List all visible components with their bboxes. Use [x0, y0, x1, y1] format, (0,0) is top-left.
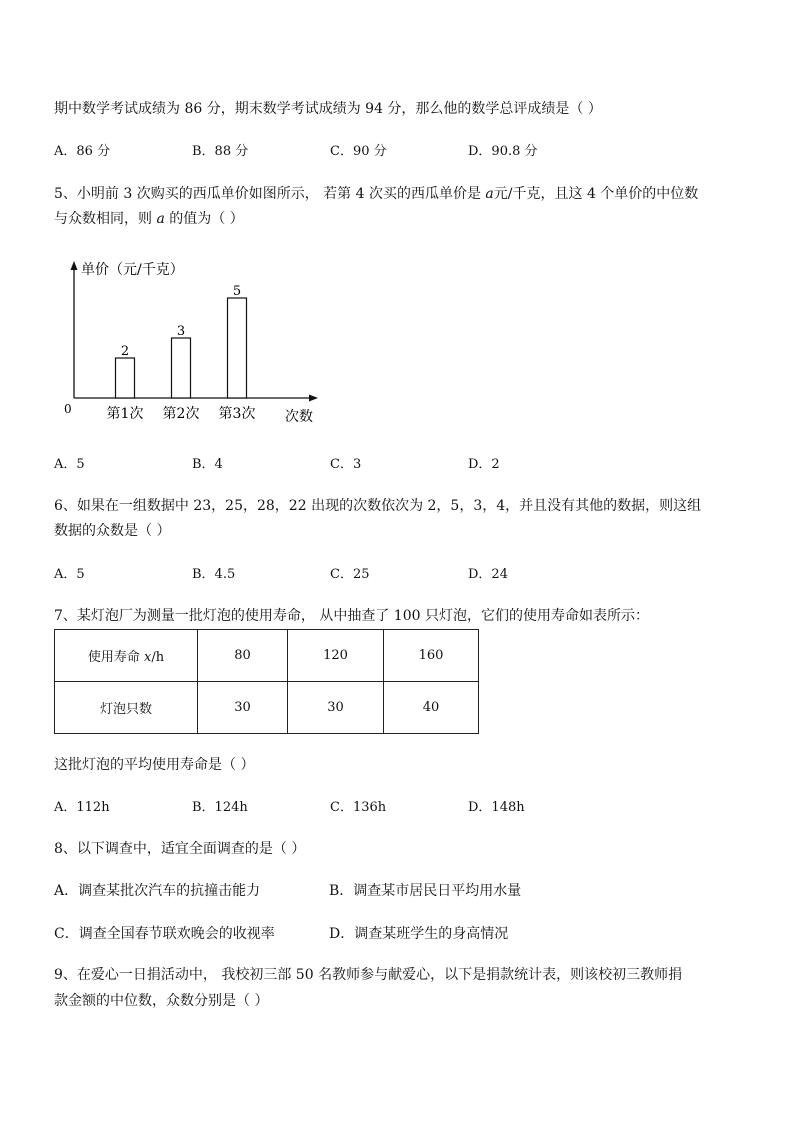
q9-stem-line2: 款金额的中位数，众数分别是（ ）: [54, 993, 269, 1009]
q4-option-c: C．90 分: [330, 144, 387, 159]
q8-option-d: D．调查某班学生的身高情况: [329, 926, 509, 942]
q6-option-a: A．5: [54, 567, 85, 582]
q7-question: 这批灯泡的平均使用寿命是（ ）: [54, 757, 255, 773]
q7-option-b: B．124h: [192, 800, 248, 815]
q8-stem: 8、以下调查中，适宜全面调查的是（ ）: [54, 841, 306, 857]
table-cell: 40: [384, 682, 479, 734]
q8-option-c: C．调查全国春节联欢晚会的收视率: [54, 926, 275, 942]
q9-stem-line1: 9、在爱心一日捐活动中， 我校初三部 50 名教师参与献爱心，以下是捐款统计表，则该校初三教师捐: [54, 967, 683, 983]
q7-stem: 7、某灯泡厂为测量一批灯泡的使用寿命， 从中抽查了 100 只灯泡，它们的使用寿命如表所示：: [54, 608, 649, 624]
q6-option-c: C．25: [330, 567, 370, 582]
q5-option-d: D．2: [468, 457, 500, 472]
row1-label-variable: x: [144, 650, 152, 665]
q8-option-a: A．调查某批次汽车的抗撞击能力: [54, 883, 261, 899]
q6-option-b: B．4.5: [192, 567, 236, 582]
q5-variable-a: a: [485, 186, 494, 202]
table-cell: 120: [288, 630, 384, 682]
table-row: [55, 682, 479, 734]
q6-option-d: D．24: [468, 567, 508, 582]
price-bar-chart: [0, 0, 794, 450]
q5-stem-part4: 的值为（ ）: [164, 211, 244, 227]
x-axis-arrow: [309, 395, 318, 402]
bar-2: [172, 338, 191, 398]
q6-stem-line1: 6、如果在一组数据中 23，25，28，22 出现的次数依次为 2，5，3，4，并且没有其他的数据，则这组: [54, 498, 702, 514]
q5-option-c: C．3: [330, 457, 362, 472]
table-cell: 160: [384, 630, 479, 682]
q4-option-b: B．88 分: [192, 144, 249, 159]
category-label-2: 第2次: [162, 406, 200, 422]
q6-stem-line2: 数据的众数是（ ）: [54, 523, 171, 539]
q5-variable-a-2: a: [156, 211, 165, 227]
x-axis-label: 次数: [285, 409, 313, 425]
row1-label-unit: /h: [151, 650, 165, 665]
q5-stem-part2: 元/千克，且这 4 个单价的中位数: [493, 186, 699, 202]
bar-1: [116, 358, 135, 398]
q4-stem: 期中数学考试成绩为 86 分，期末数学考试成绩为 94 分，那么他的数学总评成绩是（ ）: [54, 101, 602, 117]
q7-option-d: D．148h: [468, 800, 525, 815]
q5-stem-part1: 5、小明前 3 次购买的西瓜单价如图所示， 若第 4 次买的西瓜单价是: [54, 186, 486, 202]
origin-label: 0: [64, 402, 72, 416]
y-axis-label: 单价（元/千克）: [81, 262, 184, 278]
category-label-1: 第1次: [106, 406, 144, 422]
table-cell: 30: [198, 682, 288, 734]
row1-label-text: 使用寿命: [87, 650, 145, 665]
table-cell: 80: [198, 630, 288, 682]
q5-option-a: A．5: [54, 457, 85, 472]
bar-value-label-2: 3: [176, 324, 186, 339]
bar-value-label-3: 5: [232, 284, 242, 299]
q4-option-a: A．86 分: [54, 144, 111, 159]
category-label-3: 第3次: [218, 406, 256, 422]
y-axis-arrow: [71, 261, 78, 270]
q4-option-d: D．90.8 分: [468, 144, 538, 159]
q5-option-b: B．4: [192, 457, 223, 472]
row1-label-cell: [55, 630, 198, 682]
q8-option-b: B．调查某市居民日平均用水量: [329, 883, 522, 899]
bar-value-label-1: 2: [120, 344, 130, 359]
bar-3: [228, 298, 247, 398]
q5-stem-part3: 与众数相同，则: [54, 211, 157, 227]
lifespan-table: [54, 629, 479, 734]
row2-label-cell: 灯泡只数: [55, 682, 198, 734]
table-row: [55, 630, 479, 682]
bars-group: [107, 284, 256, 422]
q7-option-c: C．136h: [330, 800, 387, 815]
q7-option-a: A．112h: [54, 800, 110, 815]
table-cell: 30: [288, 682, 384, 734]
